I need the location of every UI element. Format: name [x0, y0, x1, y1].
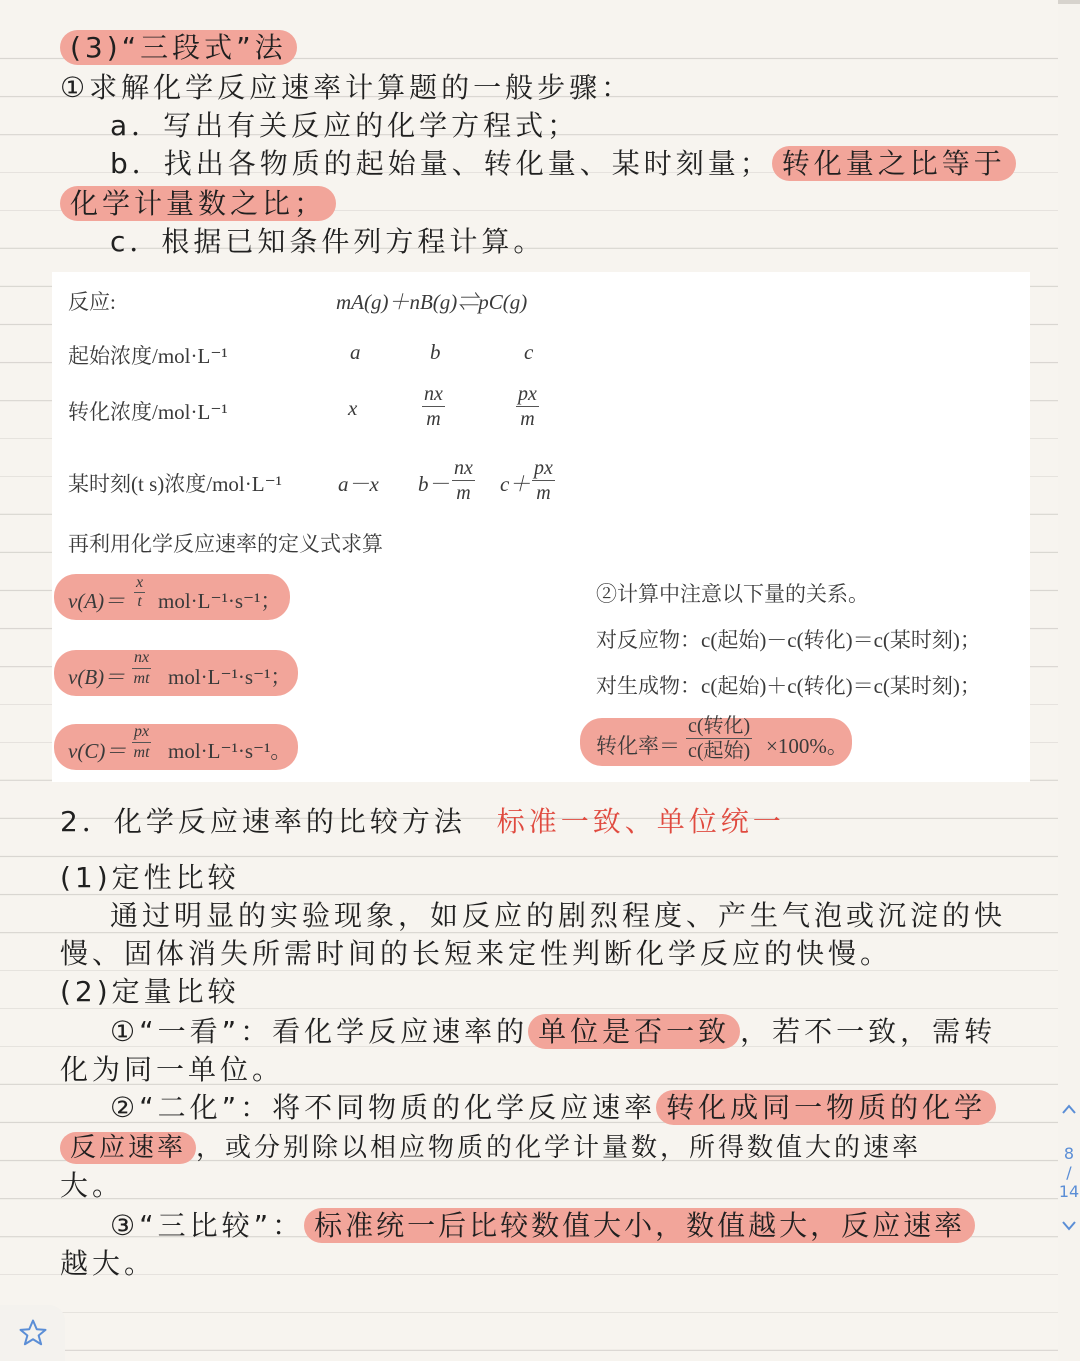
moment-c-prefix: c＋ [500, 472, 531, 496]
vB-unit: mol·L⁻¹·s⁻¹； [168, 665, 292, 689]
change-b-fraction [422, 382, 445, 431]
vA-fraction [134, 574, 145, 611]
vA-prefix: v(A)＝ [68, 589, 126, 613]
moment-b-prefix: b－ [418, 472, 450, 496]
rule-one-cont: 化为同一单位。 [60, 1053, 285, 1086]
rule-three-prefix: ③“三比较”： [110, 1209, 305, 1242]
note-title: ②计算中注意以下量的关系。 [596, 582, 869, 606]
conversion-prefix: 转化率＝ [596, 734, 680, 758]
section-title-text: (3)“三段式”法 [60, 30, 297, 65]
rule-one-suffix: ，若不一致，需转 [740, 1015, 997, 1048]
rule-two-line2 [60, 1130, 921, 1166]
vB-den: mt [133, 670, 150, 687]
page-current: 8 [1063, 1144, 1075, 1163]
vA-num: x [136, 574, 144, 591]
vC-unit: mol·L⁻¹·s⁻¹。 [168, 739, 292, 763]
conversion-fraction [686, 714, 752, 763]
initial-c: c [524, 340, 534, 364]
star-icon [18, 1318, 48, 1348]
rule-two-highlight2: 反应速率 [60, 1132, 196, 1164]
favorite-button[interactable] [0, 1305, 65, 1361]
quantitative-title: (2)定量比较 [60, 975, 240, 1008]
vB-fraction [132, 648, 151, 689]
vC-den: mt [133, 744, 150, 761]
rule-two [110, 1090, 996, 1126]
section2-title-text: 2．化学反应速率的比较方法 [60, 805, 466, 838]
section2-title [60, 804, 785, 840]
rule-two-prefix: ②“二化”：将不同物质的化学反应速率 [110, 1091, 657, 1124]
reaction-equation: mA(g)＋nB(g)⇌pC(g) [336, 290, 528, 314]
step-c: c．根据已知条件列方程计算。 [110, 225, 546, 258]
rule-two-highlight: 转化成同一物质的化学 [656, 1090, 996, 1125]
rule-three [110, 1208, 975, 1244]
rule-one-highlight: 单位是否一致 [528, 1014, 740, 1049]
conversion-den: c(起始) [688, 740, 751, 762]
initial-b: b [430, 340, 441, 364]
rule-three-cont: 越大。 [60, 1247, 157, 1280]
conversion-num: c(转化) [688, 715, 751, 737]
vB-num: nx [132, 648, 151, 669]
steps-heading: ①求解化学反应速率计算题的一般步骤： [60, 71, 634, 104]
vA-unit: mol·L⁻¹·s⁻¹； [158, 589, 282, 613]
moment-b-den: m [456, 482, 471, 504]
change-x: x [348, 396, 358, 420]
vC-fraction [132, 722, 151, 763]
moment-c-num: px [534, 457, 553, 479]
change-c-num: px [518, 383, 537, 405]
moment-label: 某时刻(t s)浓度/mol·L⁻¹ [68, 472, 282, 496]
vB-prefix: v(B)＝ [68, 665, 126, 689]
initial-a: a [350, 340, 361, 364]
change-label: 转化浓度/mol·L⁻¹ [68, 400, 228, 424]
step-b [110, 146, 1016, 182]
vC-prefix: v(C)＝ [68, 739, 127, 763]
three-stage-table [52, 272, 1030, 782]
definition-text: 再利用化学反应速率的定义式求算 [68, 532, 383, 556]
change-b-den: m [426, 408, 441, 430]
step-b-cont-text: 化学计量数之比； [60, 186, 336, 221]
moment-c-fraction [532, 456, 555, 505]
change-b-num: nx [424, 383, 443, 405]
vC-num: px [132, 722, 151, 743]
page-navigator [1058, 1100, 1080, 1236]
step-b-text: b．找出各物质的起始量、转化量、某时刻量； [110, 147, 772, 180]
rule-two-cont: 大。 [60, 1169, 125, 1202]
page-total: 14 [1058, 1182, 1080, 1201]
reactant-relation: 对反应物：c(起始)－c(转化)＝c(某时刻)； [596, 628, 981, 652]
reaction-label: 反应: [68, 290, 116, 314]
moment-b-fraction [452, 456, 475, 505]
initial-label: 起始浓度/mol·L⁻¹ [68, 344, 228, 368]
product-relation: 对生成物：c(起始)＋c(转化)＝c(某时刻)； [596, 674, 981, 698]
rule-one-prefix: ①“一看”：看化学反应速率的 [110, 1015, 529, 1048]
vA-den: t [137, 593, 142, 610]
step-b-highlight: 转化量之比等于 [772, 146, 1016, 181]
change-c-den: m [520, 408, 535, 430]
page-separator: / [1066, 1163, 1072, 1182]
moment-a: a－x [338, 472, 379, 496]
qualitative-line2: 慢、固体消失所需时间的长短来定性判断化学反应的快慢。 [60, 937, 893, 970]
section-title [60, 30, 297, 66]
rule-one [110, 1014, 996, 1050]
rule-three-highlight: 标准统一后比较数值大小，数值越大，反应速率 [304, 1208, 975, 1243]
rule-two-suffix: ，或分别除以相应物质的化学计量数，所得数值大的速率 [196, 1133, 922, 1163]
chevron-up-icon[interactable] [1058, 1100, 1080, 1130]
moment-b-num: nx [454, 457, 473, 479]
step-a: a．写出有关反应的化学方程式； [110, 109, 580, 142]
step-b-continued [60, 186, 336, 222]
section2-title-red: 标准一致、单位统一 [496, 805, 785, 838]
qualitative-title: (1)定性比较 [60, 861, 240, 894]
moment-c-den: m [536, 482, 551, 504]
qualitative-line1: 通过明显的实验现象，如反应的剧烈程度、产生气泡或沉淀的快 [110, 899, 1007, 932]
conversion-suffix: ×100%。 [766, 734, 848, 758]
chevron-down-icon[interactable] [1058, 1217, 1080, 1236]
change-c-fraction [516, 382, 539, 431]
